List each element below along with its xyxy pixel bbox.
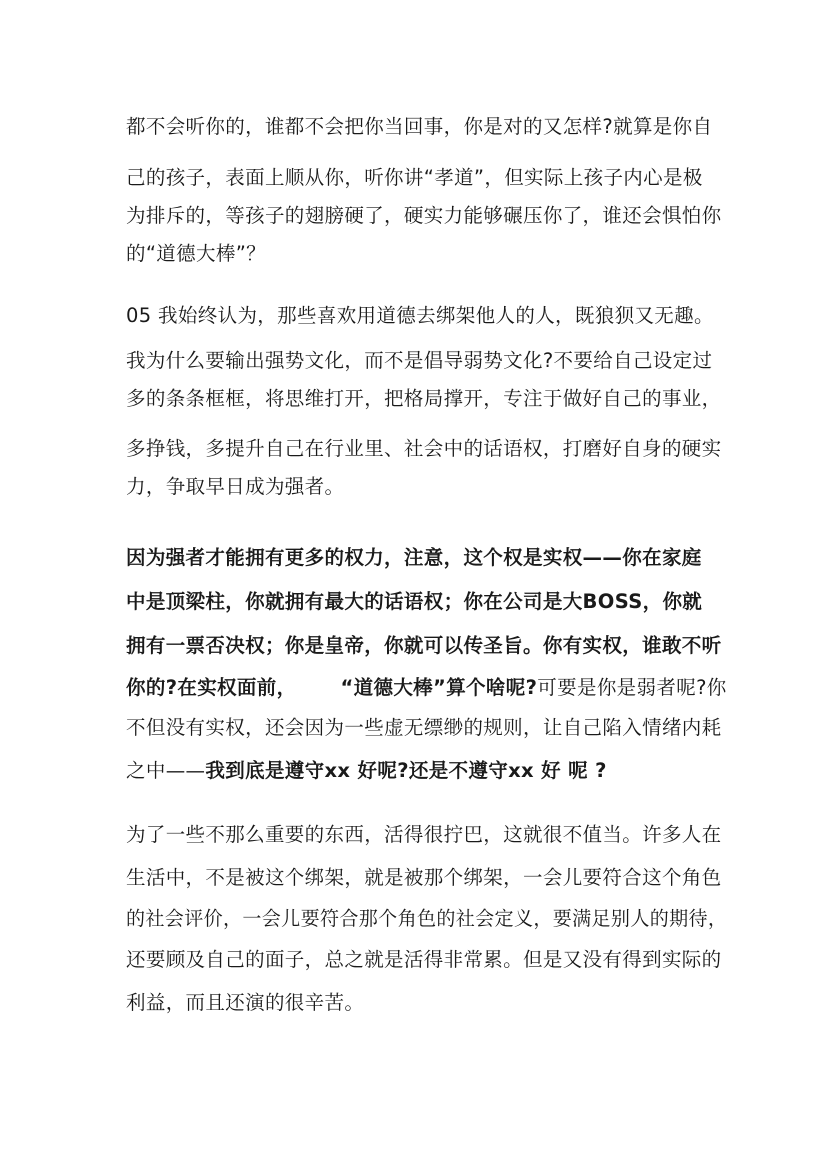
- text-line: 多的条条框框，将思维打开，把格局撑开，专注于做好自己的事业，: [126, 387, 722, 410]
- bold-run: “道德大棒”算个啥呢?: [340, 676, 538, 699]
- text-line: 多挣钱，多提升自己在行业里、社会中的话语权，打磨好自身的硬实: [126, 437, 722, 460]
- text-line: 生活中，不是被这个绑架，就是被那个绑架，一会儿要符合这个角色: [126, 866, 722, 889]
- text-line: 为了一些不那么重要的东西，活得很拧巴，这就很不值当。许多人在: [126, 823, 722, 846]
- text-line: 己的孩子，表面上顺从你，听你讲“孝道”，但实际上孩子内心是极: [126, 166, 703, 189]
- text-line: 为排斥的，等孩子的翅膀硬了，硬实力能够碾压你了，谁还会惧怕你: [126, 204, 722, 227]
- text-line-bold: 拥有一票否决权；你是皇帝，你就可以传圣旨。你有实权，谁敢不听: [126, 634, 722, 657]
- text-line: 力，争取早日成为强者。: [126, 475, 345, 498]
- text-line: 05 我始终认为，那些喜欢用道德去绑架他人的人，既狼狈又无趣。: [126, 304, 714, 327]
- text-line: 利益，而且还演的很辛苦。: [126, 991, 365, 1014]
- text-line: 我为什么要输出强势文化，而不是倡导弱势文化?不要给自己设定过: [126, 349, 713, 372]
- text-line-bold: 因为强者才能拥有更多的权力，注意，这个权是实权——你在家庭: [126, 546, 702, 569]
- text-line: 都不会听你的，谁都不会把你当回事，你是对的又怎样?就算是你自: [126, 115, 713, 138]
- bold-run: 我到底是遵守xx 好呢?还是不遵守xx 好 呢 ?: [205, 759, 607, 782]
- text-line: 还要顾及自己的面子，总之就是活得非常累。但是又没有得到实际的: [126, 948, 722, 971]
- text-line: 的“道德大棒”？: [126, 242, 267, 265]
- regular-run: 之中——: [126, 759, 206, 782]
- text-line-mixed: [126, 676, 727, 700]
- regular-run: 可要是你是弱者呢?你: [537, 676, 727, 699]
- text-line-bold: 中是顶梁柱，你就拥有最大的话语权；你在公司是大BOSS，你就: [126, 590, 703, 613]
- text-line: 不但没有实权，还会因为一些虚无缥缈的规则，让自己陷入情绪内耗: [126, 716, 722, 739]
- text-line-mixed: [126, 759, 607, 783]
- text-line: 的社会评价，一会儿要符合那个角色的社会定义，要满足别人的期待，: [126, 907, 728, 930]
- bold-run: 你的?在实权面前，: [126, 676, 297, 699]
